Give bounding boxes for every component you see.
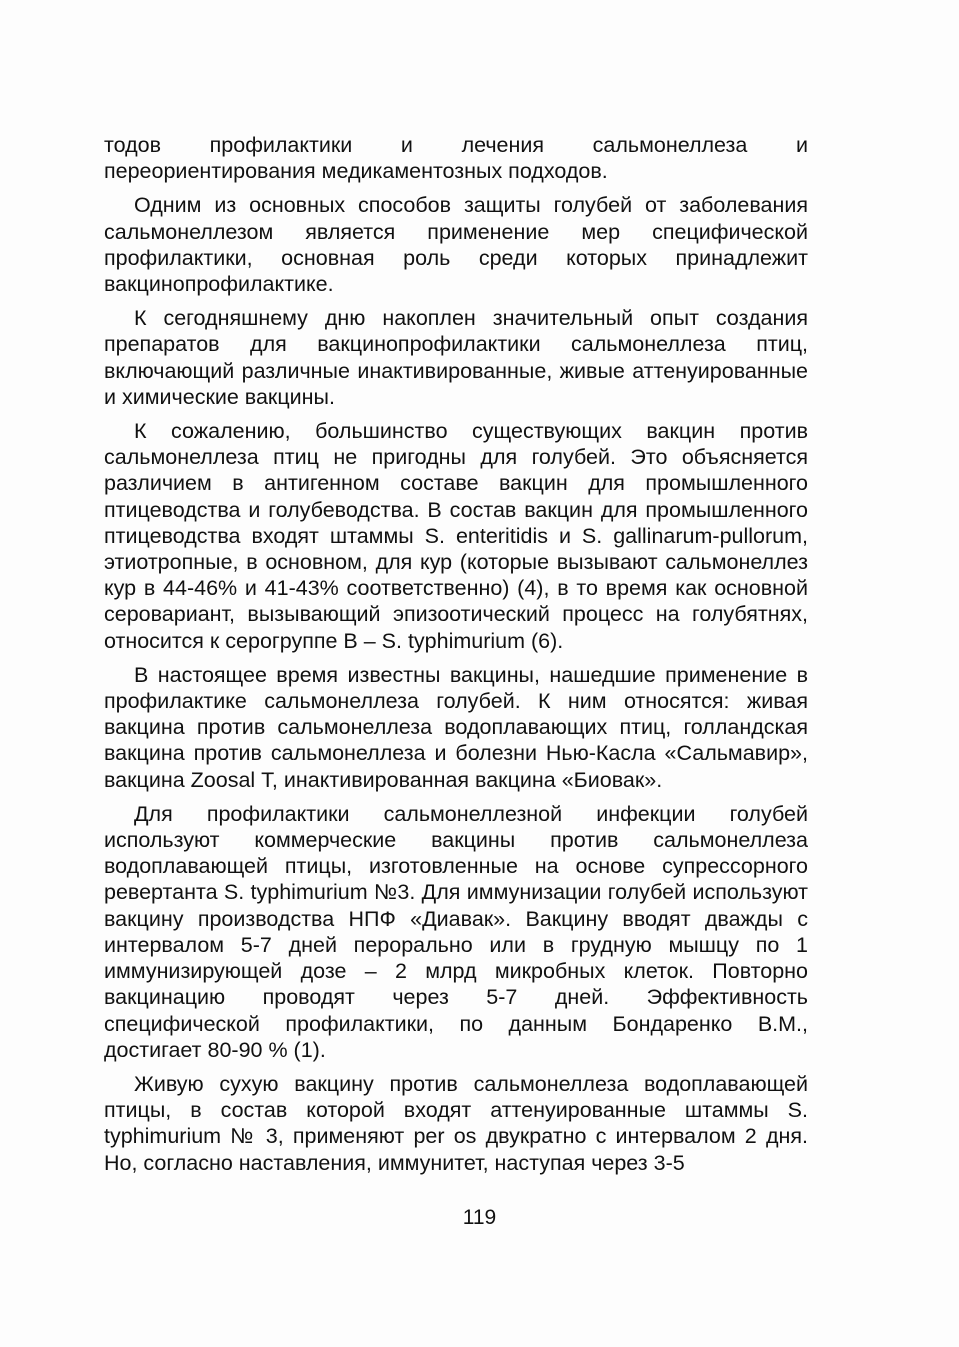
paragraph: тодов профилактики и лечения сальмонеллеза и переориентирования медикаментозных подходов. [104, 133, 808, 184]
page-body [104, 132, 808, 1184]
paragraph: Одним из основных способов защиты голубей от заболевания сальмонеллезом является применение мер специфической профилактики, основная роль среди которых принадлежит вакцинопрофилактике. [104, 193, 808, 297]
paragraph: Живую сухую вакцину против сальмонеллеза водоплавающей птицы, в состав которой входят аттенуированные штаммы S. typhimurium № 3, применяют per os двукратно с интервалом 2 дня. Но, согласно наставления, иммунитет, наступая через 3-5 [104, 1071, 808, 1175]
paragraph: К сегодняшнему дню накоплен значительный опыт создания препаратов для вакцинопрофилактики сальмонеллеза птиц, включающий различные инактивированные, живые аттенуированные и химические вакцины. [104, 306, 808, 409]
paragraph: К сожалению, большинство существующих вакцин против сальмонеллеза птиц не пригодны для голубей. Это объясняется различием в антигенном составе вакцин для промышленного птицеводства и голубеводства. В состав вакцин для промышленного птицеводства входят штаммы S. enteritidis и S. gallinarum-pullorum, этиотропные, в основном, для кур (которые вызывают сальмонеллез кур в 44-46% и 41-43% соответственно) (4), в то время как основной серовариант, вызывающий эпизоотический процесс на голубятнях, относится к серогруппе В – S. typhimurium (6). [104, 419, 808, 653]
paragraph: Для профилактики сальмонеллезной инфекции голубей используют коммерческие вакцины против сальмонеллеза водоплавающей птицы, изготовленные на основе супрессорного ревертанта S. typhimurium №3. Для иммунизации голубей используют вакцину производства НПФ «Диавак». Вакцину вводят дважды с интервалом 5-7 дней перорально или в грудную мышцу по 1 иммунизирующей дозе – 2 млрд микробных клеток. Повторно вакцинацию проводят через 5-7 дней. Эффективность специфической профилактики, по данным Бондаренко В.М., достигает 80-90 % (1). [104, 801, 808, 1062]
paragraph: В настоящее время известны вакцины, нашедшие применение в профилактике сальмонеллеза голубей. К ним относятся: живая вакцина против сальмонеллеза водоплавающих птиц, голландская вакцина против сальмонеллеза и болезни Нью-Касла «Сальмавир», вакцина Zoosal Т, инактивированная вакцина «Биовак». [104, 662, 808, 792]
page-number: 119 [462, 1206, 497, 1229]
